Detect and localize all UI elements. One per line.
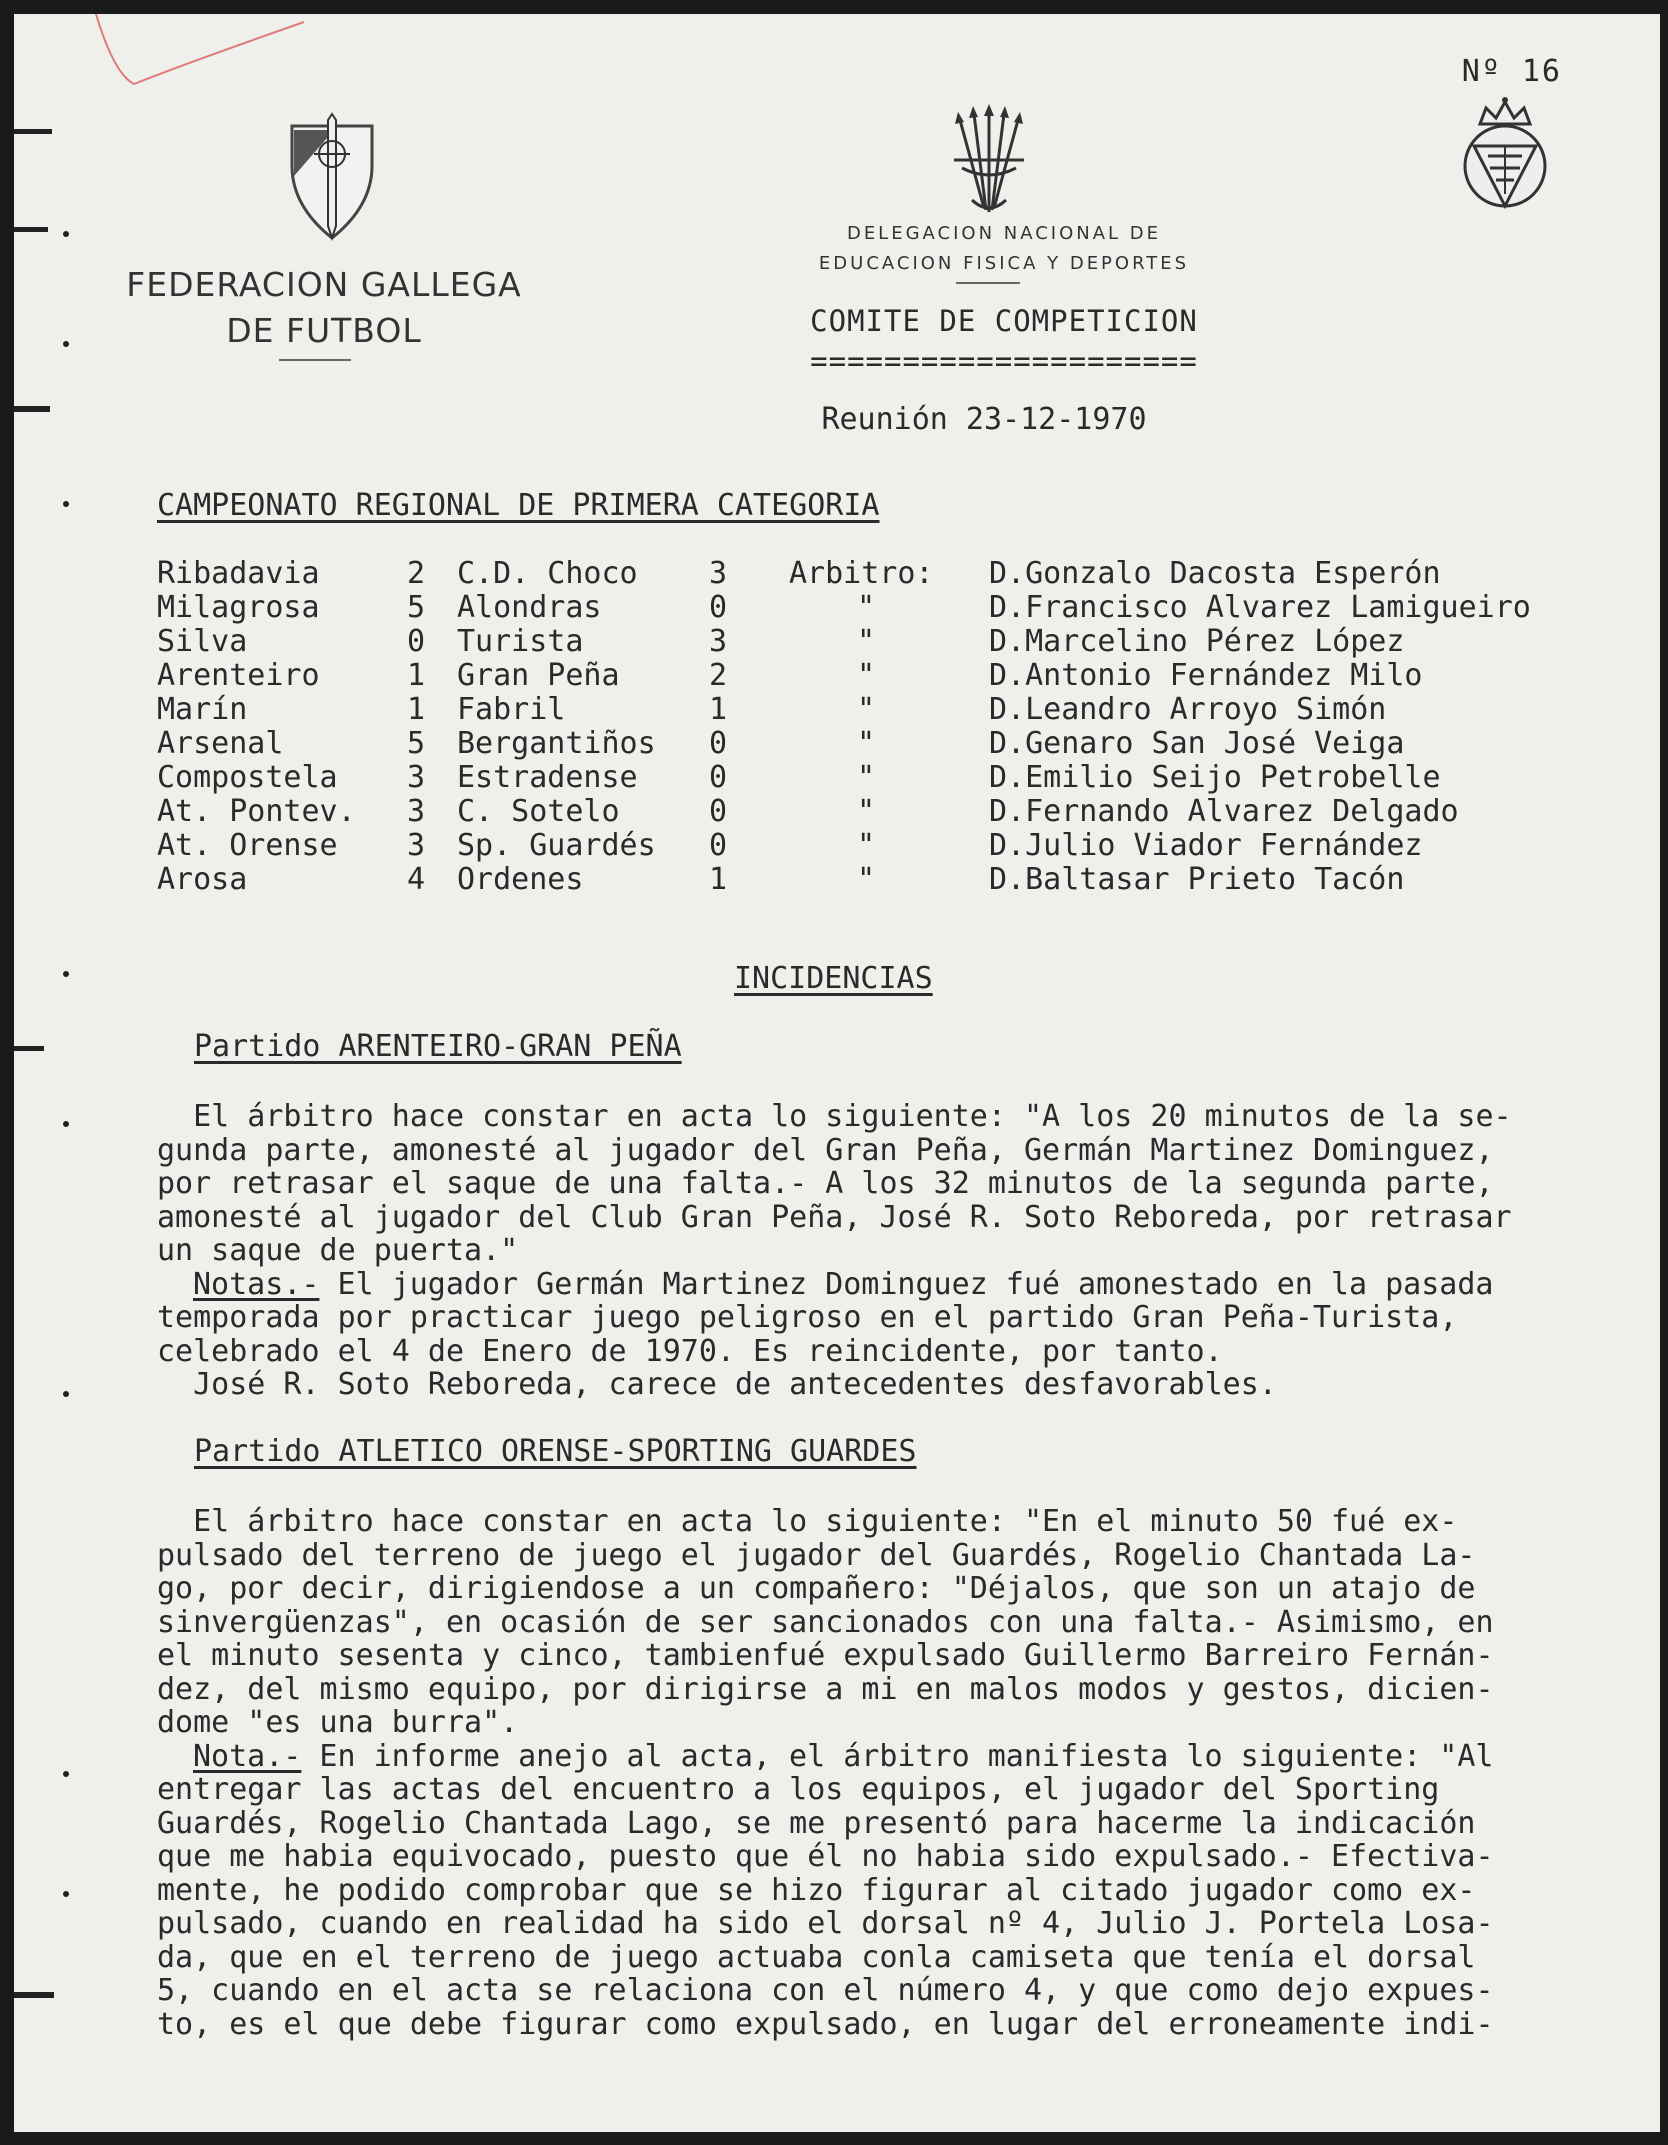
home-score: 3	[407, 760, 426, 795]
red-pencil-mark	[94, 14, 314, 114]
home-team: Ribadavia	[157, 556, 320, 591]
referee-name: D.Francisco Alvarez Lamigueiro	[989, 590, 1531, 625]
meeting-date: Reunión 23-12-1970	[821, 402, 1147, 437]
away-team: Fabril	[457, 692, 566, 727]
crowned-crest-icon	[1450, 94, 1560, 224]
away-team: Turista	[457, 624, 584, 659]
document-page	[14, 14, 1660, 2132]
home-score: 0	[407, 624, 426, 659]
home-team: Milagrosa	[157, 590, 320, 625]
home-score: 5	[407, 590, 426, 625]
home-team: Marín	[157, 692, 248, 727]
incidencias-title: INCIDENCIAS	[734, 961, 933, 996]
away-score: 1	[709, 862, 728, 897]
match2-note-label: Nota.-	[193, 1738, 302, 1774]
ditto-mark: "	[857, 692, 876, 727]
match2-report	[157, 1505, 1660, 2041]
referee-name: D.Leandro Arroyo Simón	[989, 692, 1387, 727]
away-score: 0	[709, 590, 728, 625]
divider	[279, 359, 351, 361]
home-score: 1	[407, 692, 426, 727]
home-score: 3	[407, 828, 426, 863]
match1-notes-text: El jugador Germán Martinez Dominguez fué amonestado en la pasada temporada por practicar juego peligroso en el partido Gran Peña-Turista, celebrado el 4 de Enero de 1970. Es reincidente, por tanto. José R. Soto Reboreda, carece de antecedentes desfavorables.	[157, 1266, 1494, 1402]
committee-title: COMITE DE COMPETICION	[810, 304, 1198, 338]
match1-report	[157, 1100, 1660, 1402]
match1-notes-label: Notas.-	[193, 1266, 320, 1302]
away-team: C.D. Choco	[457, 556, 638, 591]
away-score: 0	[709, 726, 728, 761]
referee-name: D.Gonzalo Dacosta Esperón	[989, 556, 1441, 591]
away-team: Alondras	[457, 590, 602, 625]
home-score: 1	[407, 658, 426, 693]
home-score: 2	[407, 556, 426, 591]
ditto-mark: "	[857, 828, 876, 863]
ditto-mark: "	[857, 658, 876, 693]
match2-note-text: En informe anejo al acta, el árbitro manifiesta lo siguiente: "Al entregar las actas del encuentro a los equipos, el jugador del Sporting Guardés, Rogelio Chantada Lago, se me presentó para hacerme la indicación que me habia equivocado, puesto que él no habia sido expulsado.- Efectiva- mente, he podido comprobar que se hizo figurar al citado jugador como ex- pulsado, cuando en realidad ha sido el dorsal nº 4, Julio J. Portela Losa- da, que en el terreno de juego actuaba conla camiseta que tenía el dorsal 5, cuando en el acta se relaciona con el número 4, y que como dejo expues- to, es el que debe figurar como expulsado, en lugar del erroneamente indi-	[157, 1738, 1494, 2042]
home-score: 3	[407, 794, 426, 829]
referee-name: D.Emilio Seijo Petrobelle	[989, 760, 1441, 795]
away-score: 1	[709, 692, 728, 727]
away-team: C. Sotelo	[457, 794, 620, 829]
match2-title: Partido ATLETICO ORENSE-SPORTING GUARDES	[194, 1434, 917, 1469]
away-team: Ordenes	[457, 862, 584, 897]
away-team: Estradense	[457, 760, 638, 795]
home-score: 5	[407, 726, 426, 761]
referee-name: D.Julio Viador Fernández	[989, 828, 1423, 863]
federation-name-line2: DE FUTBOL	[226, 311, 422, 350]
federation-shield-icon	[284, 106, 380, 244]
away-score: 0	[709, 794, 728, 829]
home-team: Arenteiro	[157, 658, 320, 693]
away-score: 3	[709, 624, 728, 659]
away-score: 3	[709, 556, 728, 591]
home-score: 4	[407, 862, 426, 897]
delegation-line1: DELEGACION NACIONAL DE	[846, 223, 1162, 244]
delegation-name	[754, 219, 1254, 279]
federation-name-line1: FEDERACION GALLEGA	[126, 265, 522, 304]
referee-label: Arbitro:	[789, 556, 934, 591]
ditto-mark: "	[857, 590, 876, 625]
away-score: 0	[709, 760, 728, 795]
match2-text: El árbitro hace constar en acta lo siguiente: "En el minuto 50 fué ex- pulsado del terreno de juego el jugador del Guardés, Rogelio Chantada La- go, por decir, dirigiendose a un compañero: "Déjalos, que son un atajo de sinvergüenzas", en ocasión de ser sancionados con una falta.- Asimismo, en el minuto sesenta y cinco, tambienfué expulsado Guillermo Barreiro Fernán- dez, del mismo equipo, por dirigirse a mi en malos modos y gestos, dicien- dome "es una burra".	[157, 1504, 1494, 1740]
divider	[956, 282, 1020, 284]
referee-name: D.Antonio Fernández Milo	[989, 658, 1423, 693]
ditto-mark: "	[857, 624, 876, 659]
championship-title: CAMPEONATO REGIONAL DE PRIMERA CATEGORIA	[157, 488, 880, 523]
delegation-line2: EDUCACION FISICA Y DEPORTES	[818, 253, 1190, 274]
away-team: Bergantiños	[457, 726, 656, 761]
yoke-and-arrows-icon	[944, 102, 1034, 224]
home-team: At. Orense	[157, 828, 338, 863]
ditto-mark: "	[857, 794, 876, 829]
match1-title: Partido ARENTEIRO-GRAN PEÑA	[194, 1029, 682, 1064]
referee-name: D.Fernando Alvarez Delgado	[989, 794, 1459, 829]
home-team: Compostela	[157, 760, 338, 795]
home-team: At. Pontev.	[157, 794, 356, 829]
home-team: Silva	[157, 624, 248, 659]
committee-underline: =====================	[810, 344, 1198, 378]
match1-text: El árbitro hace constar en acta lo siguiente: "A los 20 minutos de la se- gunda parte, amonesté al jugador del Gran Peña, Germán Martinez Dominguez, por retrasar el saque de una falta.- A los 32 minutos de la segunda parte, amonesté al jugador del Club Gran Peña, José R. Soto Reboreda, por retrasar un saque de puerta."	[157, 1099, 1512, 1268]
referee-name: D.Genaro San José Veiga	[989, 726, 1405, 761]
home-team: Arosa	[157, 862, 248, 897]
away-team: Gran Peña	[457, 658, 620, 693]
page-number: Nº 16	[1461, 54, 1562, 89]
away-score: 2	[709, 658, 728, 693]
binding-marks	[14, 14, 74, 2132]
away-score: 0	[709, 828, 728, 863]
referee-name: D.Baltasar Prieto Tacón	[989, 862, 1405, 897]
ditto-mark: "	[857, 862, 876, 897]
federation-name	[84, 262, 564, 354]
ditto-mark: "	[857, 760, 876, 795]
ditto-mark: "	[857, 726, 876, 761]
home-team: Arsenal	[157, 726, 284, 761]
referee-name: D.Marcelino Pérez López	[989, 624, 1405, 659]
away-team: Sp. Guardés	[457, 828, 656, 863]
